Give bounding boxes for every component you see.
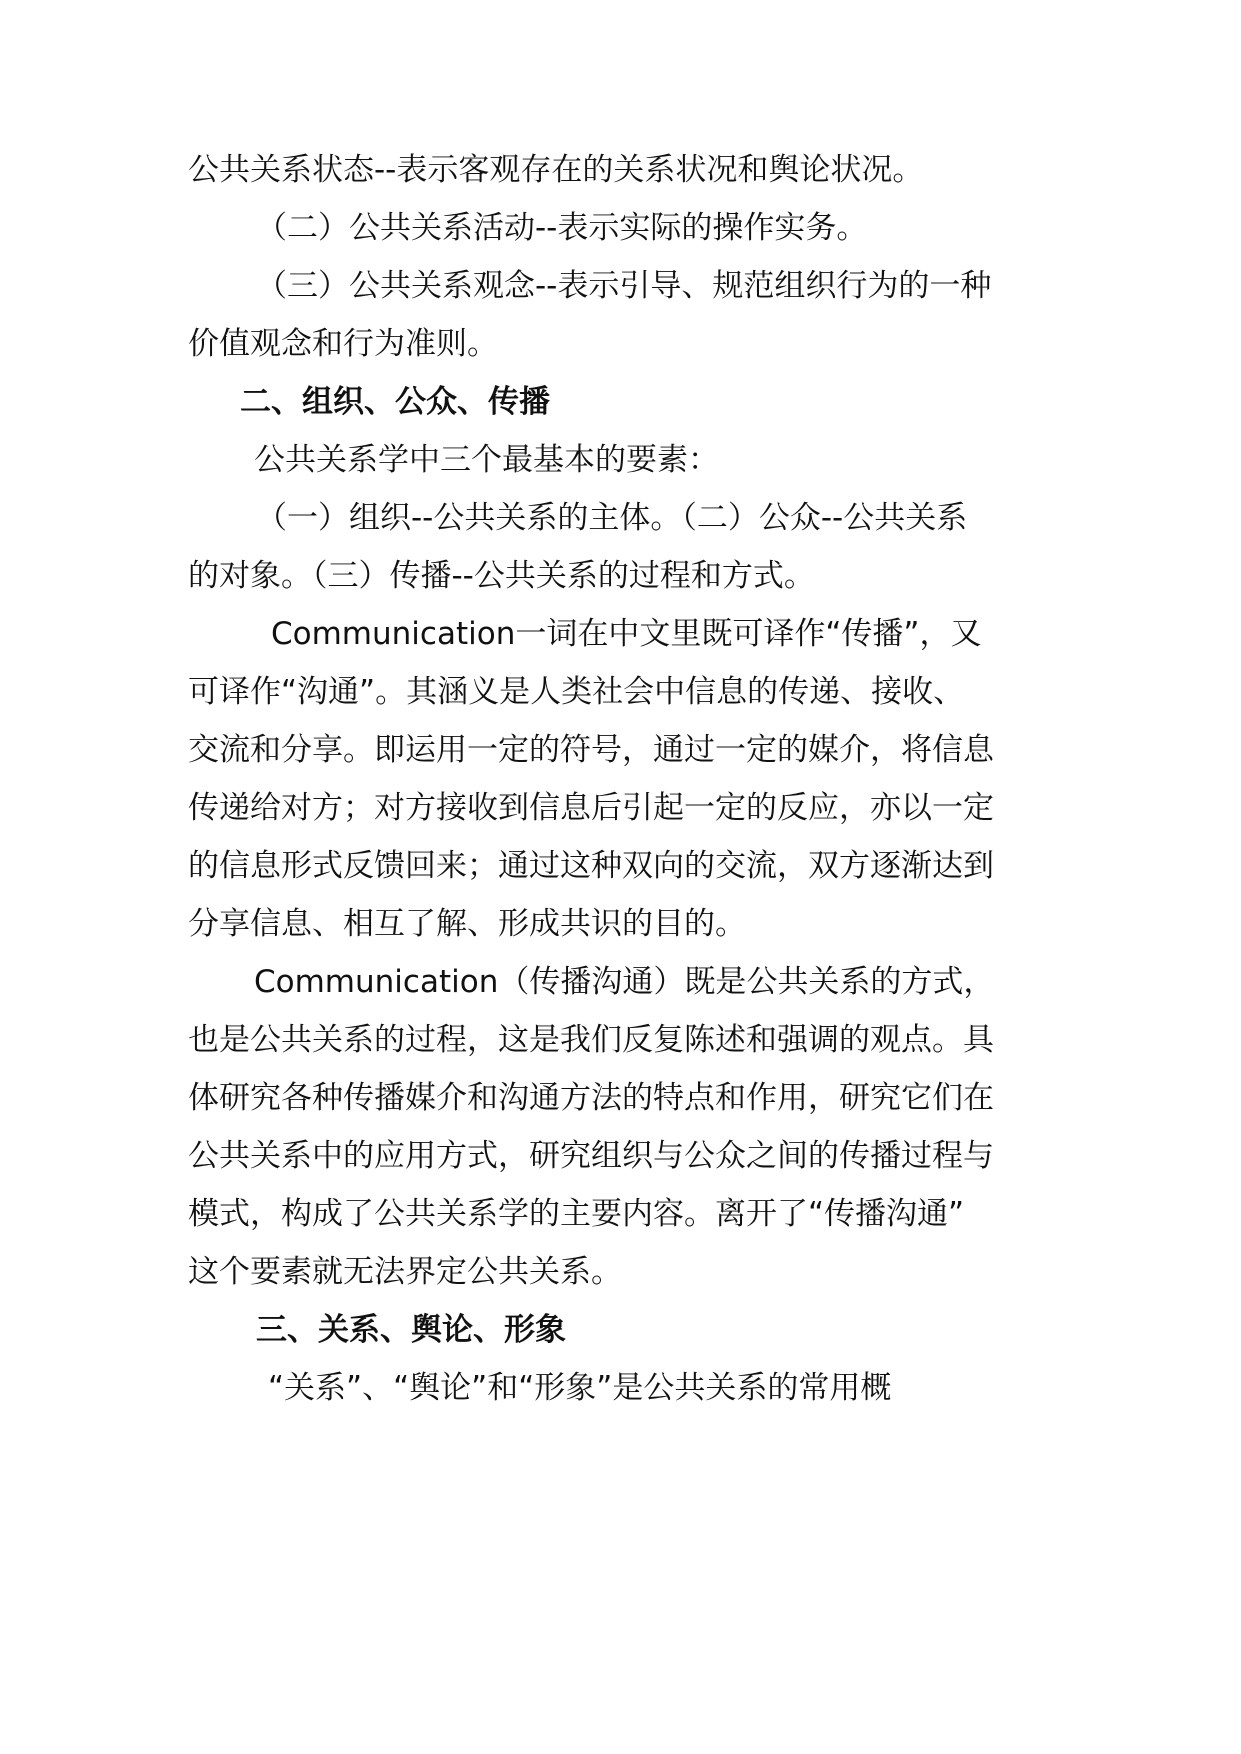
section-heading: 二、组织、公众、传播 (240, 384, 550, 420)
paragraph-line: 传递给对方；对方接收到信息后引起一定的反应，亦以一定 (188, 790, 994, 826)
paragraph-line: 公共关系状态--表示客观存在的关系状况和舆论状况。 (188, 152, 924, 188)
paragraph-line: 模式，构成了公共关系学的主要内容。离开了“传播沟通” (188, 1196, 965, 1232)
paragraph-line: 价值观念和行为准则。 (188, 326, 498, 362)
section-heading: 三、关系、舆论、形象 (256, 1312, 566, 1348)
paragraph-line: （一）组织--公共关系的主体。（二）公众--公共关系 (256, 500, 968, 536)
paragraph-line: 公共关系中的应用方式，研究组织与公众之间的传播过程与 (188, 1138, 994, 1174)
paragraph-line: Communication（传播沟通）既是公共关系的方式， (254, 964, 995, 1000)
paragraph-line: 的信息形式反馈回来；通过这种双向的交流，双方逐渐达到 (188, 848, 994, 884)
paragraph-line: 体研究各种传播媒介和沟通方法的特点和作用，研究它们在 (188, 1080, 994, 1116)
paragraph-line: 的对象。（三）传播--公共关系的过程和方式。 (188, 558, 815, 594)
paragraph-line: 交流和分享。即运用一定的符号，通过一定的媒介，将信息 (188, 732, 994, 768)
paragraph-line: 公共关系学中三个最基本的要素： (254, 442, 719, 478)
paragraph-line: （二）公共关系活动--表示实际的操作实务。 (256, 210, 868, 246)
paragraph-line: 这个要素就无法界定公共关系。 (188, 1254, 622, 1290)
paragraph-line: Communication一词在中文里既可译作“传播”，又 (271, 616, 982, 652)
paragraph-line: （三）公共关系观念--表示引导、规范组织行为的一种 (256, 268, 992, 304)
paragraph-line: 也是公共关系的过程，这是我们反复陈述和强调的观点。具 (188, 1022, 994, 1058)
paragraph-line: 分享信息、相互了解、形成共识的目的。 (188, 906, 746, 942)
paragraph-line: “关系”、“舆论”和“形象”是公共关系的常用概 (268, 1370, 892, 1406)
paragraph-line: 可译作“沟通”。其涵义是人类社会中信息的传递、接收、 (188, 674, 965, 710)
